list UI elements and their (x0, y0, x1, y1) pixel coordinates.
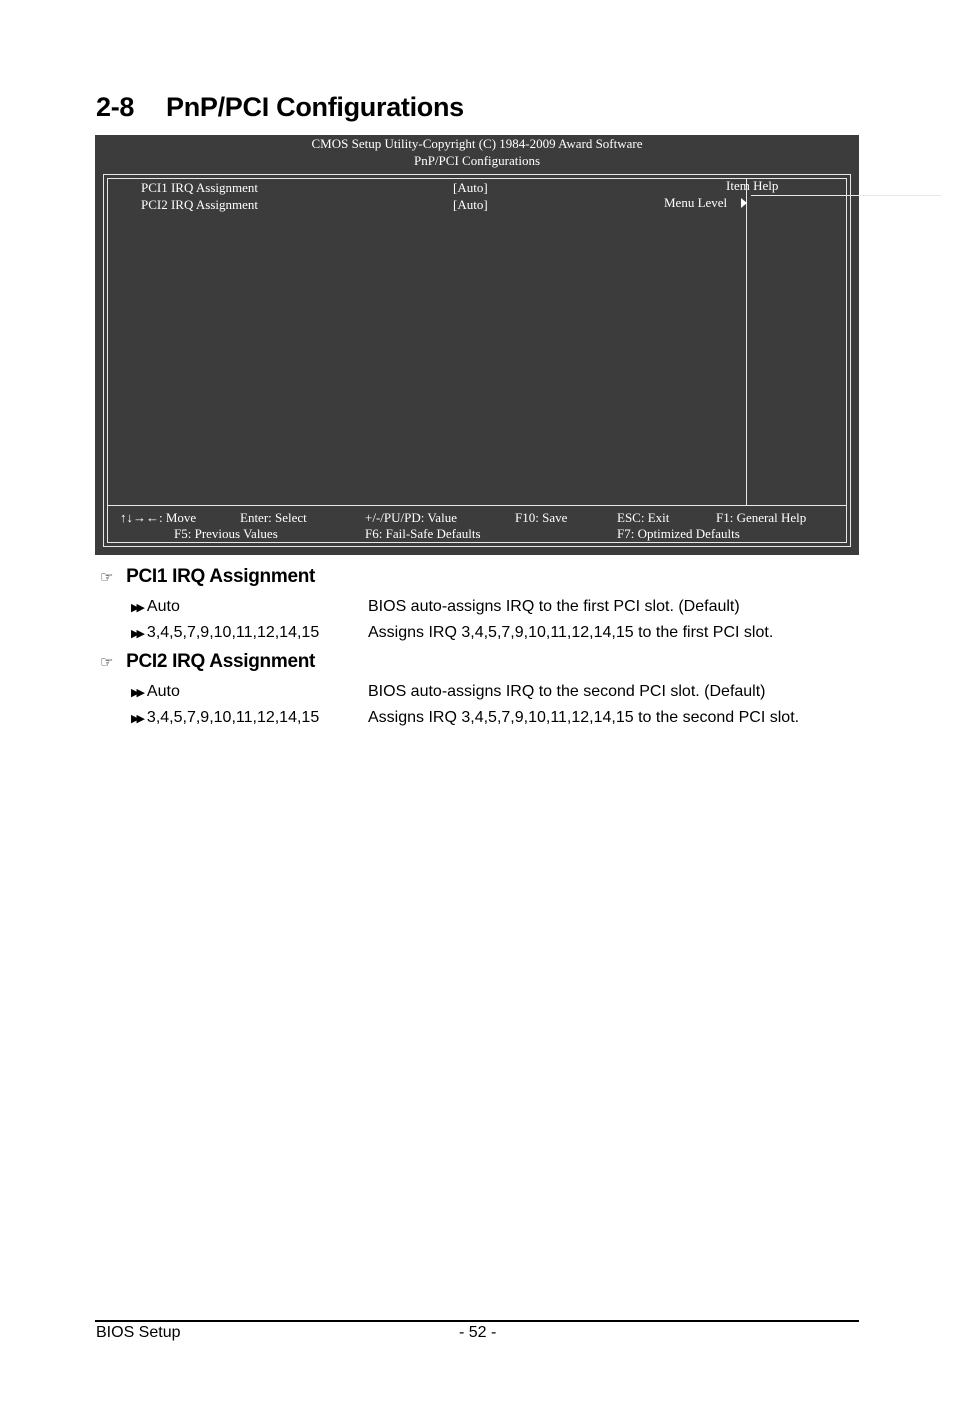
key-enter: Enter: Select (240, 510, 307, 525)
item-help-title: Item Help (726, 178, 779, 193)
pointing-hand-icon: ☞ (100, 569, 114, 586)
bios-screen (95, 135, 859, 555)
key-value: +/-/PU/PD: Value (365, 510, 457, 525)
bios-item-pci1-value[interactable]: [Auto] (453, 180, 488, 195)
bios-footer-divider (107, 505, 847, 506)
bios-inner-frame (107, 178, 847, 543)
key-esc: ESC: Exit (617, 510, 670, 525)
double-arrow-icon: ▶▶ (131, 687, 142, 699)
key-f6: F6: Fail-Safe Defaults (365, 526, 481, 541)
menu-level-row (664, 195, 747, 211)
section-heading-pci2 (100, 651, 315, 673)
section-heading-pci2-text: PCI2 IRQ Assignment (126, 651, 316, 672)
menu-level-label: Menu Level (664, 195, 728, 210)
option-name: 3,4,5,7,9,10,11,12,14,15 (146, 709, 320, 726)
section-number: 2-8 (96, 92, 135, 122)
bios-screen-title: PnP/PCI Configurations (413, 153, 541, 168)
pointing-hand-icon: ☞ (100, 654, 114, 671)
section-heading-pci1-text: PCI1 IRQ Assignment (126, 566, 316, 587)
bios-item-pci2-label[interactable]: PCI2 IRQ Assignment (141, 197, 259, 212)
bios-item-pci1-label[interactable]: PCI1 IRQ Assignment (141, 180, 259, 195)
option-desc: BIOS auto-assigns IRQ to the second PCI slot. (Default) (368, 683, 766, 700)
option-name: Auto (146, 683, 180, 700)
key-f10: F10: Save (515, 510, 568, 525)
section-heading-pci1 (100, 566, 315, 588)
page-title (96, 92, 464, 123)
double-arrow-icon: ▶▶ (131, 713, 142, 725)
page-number: - 52 - (459, 1324, 497, 1341)
option-desc: Assigns IRQ 3,4,5,7,9,10,11,12,14,15 to the first PCI slot. (368, 624, 774, 641)
option-desc: BIOS auto-assigns IRQ to the first PCI slot. (Default) (368, 598, 740, 615)
bios-column-divider (746, 178, 747, 505)
key-f5: F5: Previous Values (174, 526, 278, 541)
option-desc: Assigns IRQ 3,4,5,7,9,10,11,12,14,15 to the second PCI slot. (368, 709, 800, 726)
bios-copyright: CMOS Setup Utility-Copyright (C) 1984-2009 Award Software (311, 136, 643, 151)
key-move: ↑↓→←: Move (120, 510, 197, 525)
option-pci2-auto (131, 683, 180, 701)
option-pci2-irq-list (131, 709, 319, 727)
key-f1: F1: General Help (716, 510, 807, 525)
key-f7: F7: Optimized Defaults (617, 526, 740, 541)
bios-item-pci2-value[interactable]: [Auto] (453, 197, 488, 212)
option-name: Auto (146, 598, 180, 615)
option-name: 3,4,5,7,9,10,11,12,14,15 (146, 624, 320, 641)
option-pci1-irq-list (131, 624, 319, 642)
section-title: PnP/PCI Configurations (166, 92, 464, 122)
footer-rule (95, 1320, 859, 1322)
option-pci1-auto (131, 598, 180, 616)
double-arrow-icon: ▶▶ (131, 628, 142, 640)
item-help-underline (751, 195, 941, 196)
double-arrow-icon: ▶▶ (131, 602, 142, 614)
triangle-right-icon (741, 198, 747, 208)
footer-left: BIOS Setup (96, 1324, 181, 1341)
